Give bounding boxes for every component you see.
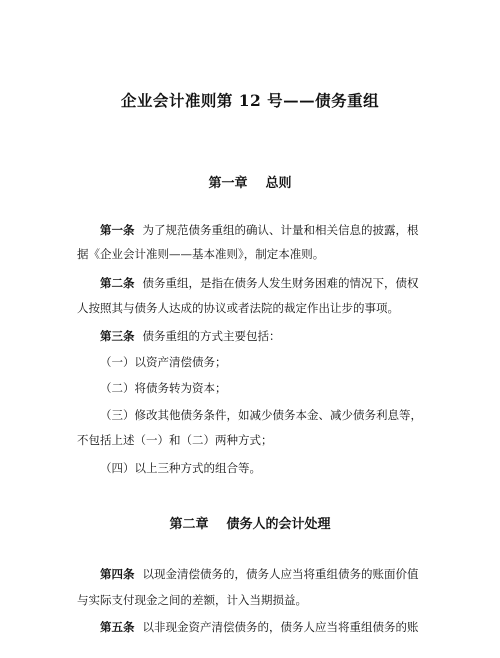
- article-3-item-3-line-1: （三）修改其他债务条件，如减少债务本金、减少债务利息等，: [100, 408, 422, 422]
- chapter-1-name: 总则: [265, 176, 292, 191]
- article-3-line-1: [100, 328, 430, 344]
- chapter-1-label: 第一章: [208, 176, 248, 191]
- article-1-line-1: [100, 222, 430, 238]
- chapter-1-heading: [0, 172, 500, 191]
- article-4-line-2: 与实际支付现金之间的差额，计入当期损益。: [77, 593, 307, 607]
- article-3-label: 第三条: [100, 329, 135, 343]
- article-5-label: 第五条: [100, 620, 135, 634]
- article-5-text-1: 以非现金资产清偿债务的，债务人应当将重组债务的账: [142, 620, 419, 634]
- article-3-item-1: （一）以资产清偿债务；: [100, 355, 227, 369]
- chapter-2-label: 第二章: [169, 517, 209, 532]
- article-5-line-1: [100, 619, 430, 635]
- article-2-line-1: [100, 275, 430, 291]
- article-3-item-3-line-2: 不包括上述（一）和（二）两种方式；: [77, 433, 273, 447]
- article-3-item-2: （二）将债务转为资本；: [100, 381, 227, 395]
- article-4-line-1: [100, 566, 430, 582]
- article-2-line-2: 人按照其与债务人达成的协议或者法院的裁定作出让步的事项。: [77, 301, 399, 315]
- article-1-line-2: 据《企业会计准则——基本准则》，制定本准则。: [77, 247, 325, 261]
- article-3-intro: 债务重组的方式主要包括：: [142, 329, 281, 343]
- chapter-2-name: 债务人的会计处理: [226, 517, 331, 532]
- article-3-item-4: （四）以上三种方式的组合等。: [100, 461, 261, 475]
- article-1-label: 第一条: [100, 223, 135, 237]
- article-1-text-1: 为了规范债务重组的确认、计量和相关信息的披露，根: [142, 223, 419, 237]
- article-2-text-1: 债务重组，是指在债务人发生财务困难的情况下，债权: [142, 276, 419, 290]
- article-4-label: 第四条: [100, 567, 135, 581]
- document-title: 企业会计准则第 12 号——债务重组: [120, 91, 380, 110]
- chapter-2-heading: [0, 513, 500, 532]
- article-2-label: 第二条: [100, 276, 135, 290]
- article-4-text-1: 以现金清偿债务的，债务人应当将重组债务的账面价值: [142, 567, 419, 581]
